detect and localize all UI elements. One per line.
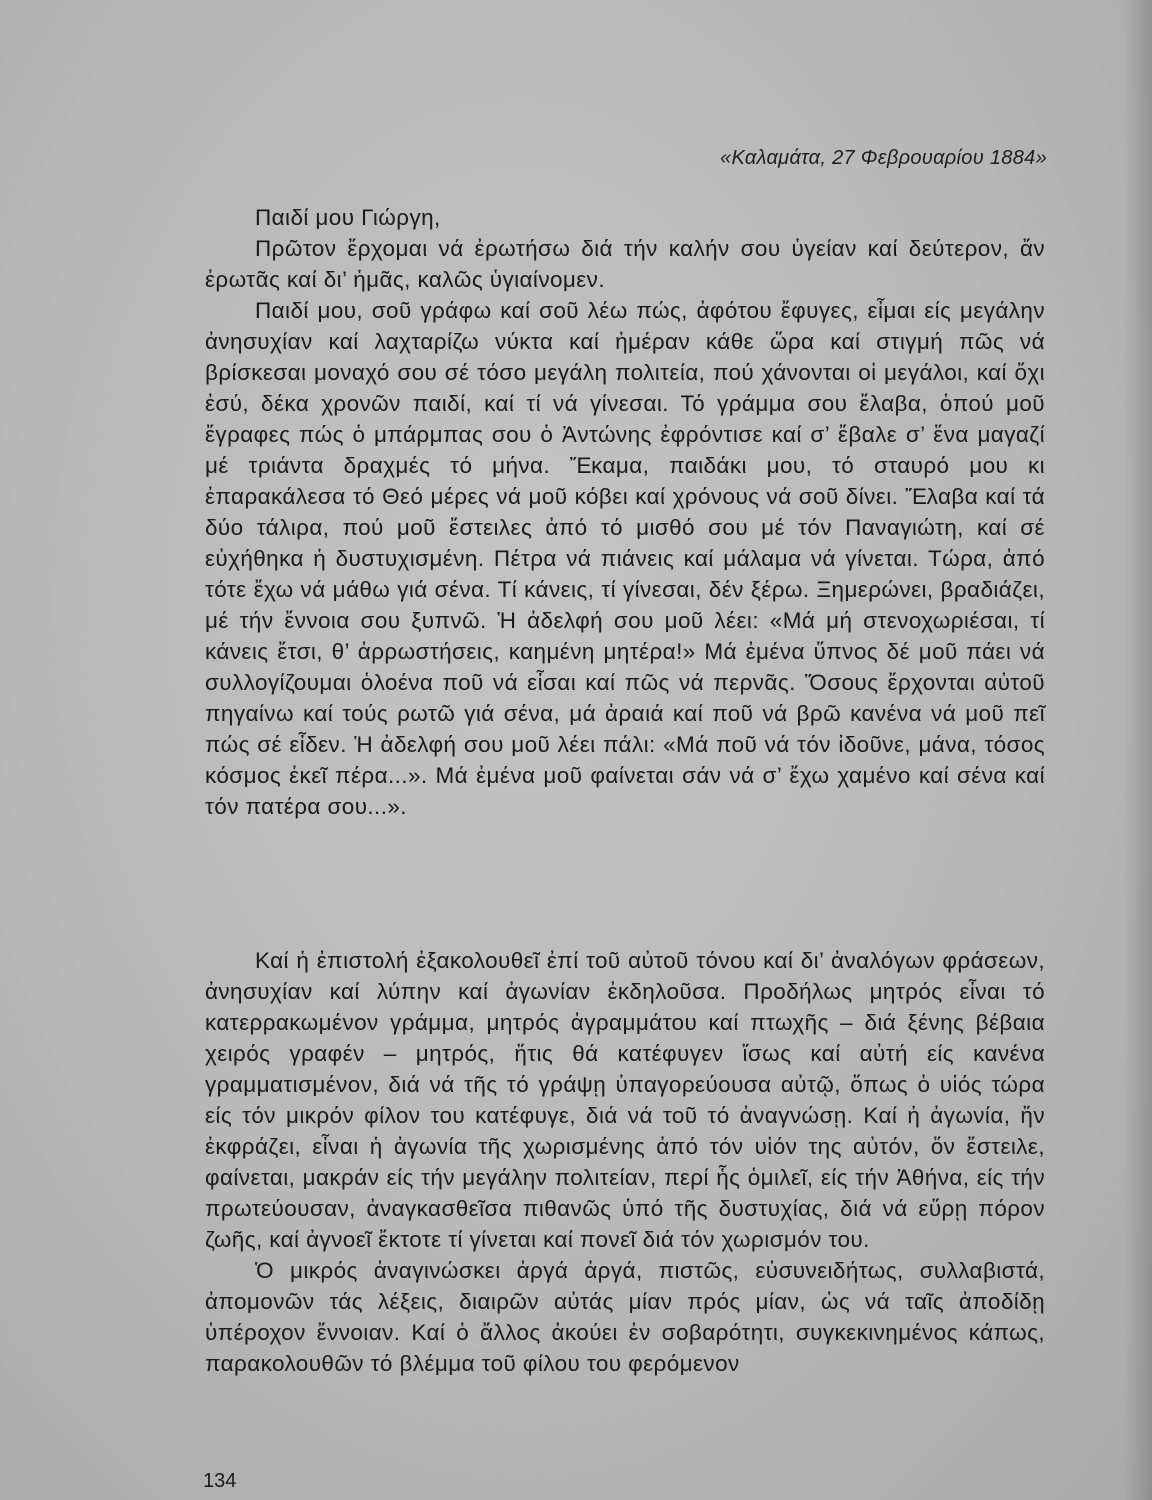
page-number: 134 bbox=[203, 1470, 237, 1492]
commentary-paragraph-1: Καί ἡ ἐπιστολή ἐξακολουθεῖ ἐπί τοῦ αὐτοῦ τόνου καί δι’ ἀναλόγων φράσεων, ἀνησυχίαν καί λύπην καί ἀγωνίαν ἐκδηλοῦσα. Προδήλως μητρός εἶναι τό κατερρακωμένον γράμμα, μητρός ἀγραμμάτου καί πτωχῆς – διά ξένης βέβαια χειρός γραφέν – μητρός, ἥτις θά κατέφυγεν ἴσως καί αὐτή είς κανένα γραμματισμένον, διά νά τῆς τό γράψῃ ὑπαγορεύουσα αὐτῷ, ὅπως ὁ υἱός τώρα είς τόν μικρόν φίλον του κατέφυγε, διά νά τοῦ τό ἀναγνώσῃ. Καί ἡ ἀγωνία, ἥν ἐκφράζει, εἶναι ἡ ἀγωνία τῆς χωρισμένης ἀπό τόν υἱόν της αὐτόν, ὅν ἔστειλε, φαίνεται, μακράν είς τήν μεγάλην πολιτείαν, περί ἧς ὁμιλεῖ, είς τήν Ἀθήνα, είς τήν πρωτεύουσαν, ἀναγκασθεῖσα πιθανῶς ὑπό τῆς δυστυχίας, διά νά εὕρῃ πόρον ζωῆς, καί ἀγνοεῖ ἔκτοτε τί γίνεται καί πονεῖ διά τόν χωρισμόν του. bbox=[205, 948, 1045, 1252]
letter-paragraph-1: Πρῶτον ἔρχομαι νά ἐρωτήσω διά τήν καλήν σου ὑγείαν καί δεύτερον, ἄν ἐρωτᾶς καί δι’ ἡμᾶς, καλῶς ὑγιαίνομεν. bbox=[205, 236, 1045, 292]
letter-body bbox=[205, 202, 1045, 822]
commentary-body bbox=[205, 945, 1045, 1379]
letter-salutation: Παιδί μου Γιώργη, bbox=[255, 205, 441, 230]
commentary-paragraph-2: Ὁ μικρός ἀναγινώσκει ἀργά ἀργά, πιστῶς, εὐσυνειδήτως, συλλαβιστά, ἀπομονῶν τάς λέξεις, διαιρῶν αὐτάς μίαν πρός μίαν, ὡς νά ταῖς ἀποδίδῃ ὑπέροχον ἔννοιαν. Καί ὁ ἄλλος ἀκούει ἐν σοβαρότητι, συγκεκινημένος κάπως, παρακολουθῶν τό βλέμμα τοῦ φίλου του φερόμενον bbox=[205, 1258, 1045, 1376]
letter-paragraph-2: Παιδί μου, σοῦ γράφω καί σοῦ λέω πώς, ἀφότου ἔφυγες, εἶμαι είς μεγάλην ἀνησυχίαν καί λαχταρίζω νύκτα καί ἡμέραν κάθε ὥρα καί στιγμή πῶς νά βρίσκεσαι μοναχό σου σέ τόσο μεγάλη πολιτεία, πού χάνονται οἱ μεγάλοι, καί ὄχι ἐσύ, δέκα χρονῶν παιδί, καί τί νά γίνεσαι. Τό γράμμα σου ἔλαβα, ὁπού μοῦ ἔγραφες πώς ὁ μπάρμπας σου ὁ Ἀντώνης ἐφρόντισε καί σ’ ἔβαλε σ’ ἕνα μαγαζί μέ τριάντα δραχμές τό μήνα. Ἔκαμα, παιδάκι μου, τό σταυρό μου κι ἐπαρακάλεσα τό Θεό μέρες νά μοῦ κόβει καί χρόνους νά σοῦ δίνει. Ἔλαβα καί τά δύο τάλιρα, πού μοῦ ἔστειλες ἀπό τό μισθό σου μέ τόν Παναγιώτη, καί σέ εὐχήθηκα ἡ δυστυχισμένη. Πέτρα νά πιάνεις καί μάλαμα νά γίνεται. Τώρα, ἀπό τότε ἔχω νά μάθω γιά σένα. Τί κάνεις, τί γίνεσαι, δέν ξέρω. Ξημερώνει, βραδιάζει, μέ τήν ἔννοια σου ξυπνῶ. Ἡ ἀδελφή σου μοῦ λέει: «Μά μή στενοχωριέσαι, τί κάνεις ἔτσι, θ’ ἀρρωστήσεις, καημένη μητέρα!» Μά ἐμένα ὕπνος δέ μοῦ πάει νά συλλογίζουμαι ὁλοένα ποῦ νά εἶσαι καί πῶς νά περνᾶς. Ὅσους ἔρχονται αὐτοῦ πηγαίνω καί τούς ρωτῶ γιά σένα, μά ἀραιά καί ποῦ νά βρῶ κανένα νά μοῦ πεῖ πώς σέ εἶδεν. Ἡ ἀδελφή σου μοῦ λέει πάλι: «Μά ποῦ νά τόν ἰδοῦνε, μάνα, τόσος κόσμος ἐκεῖ πέρα...». Μά ἐμένα μοῦ φαίνεται σάν νά σ’ ἔχω χαμένο καί σένα καί τόν πατέρα σου...». bbox=[205, 298, 1045, 819]
letter-dateline: «Καλαμάτα, 27 Φεβρουαρίου 1884» bbox=[720, 147, 1047, 169]
